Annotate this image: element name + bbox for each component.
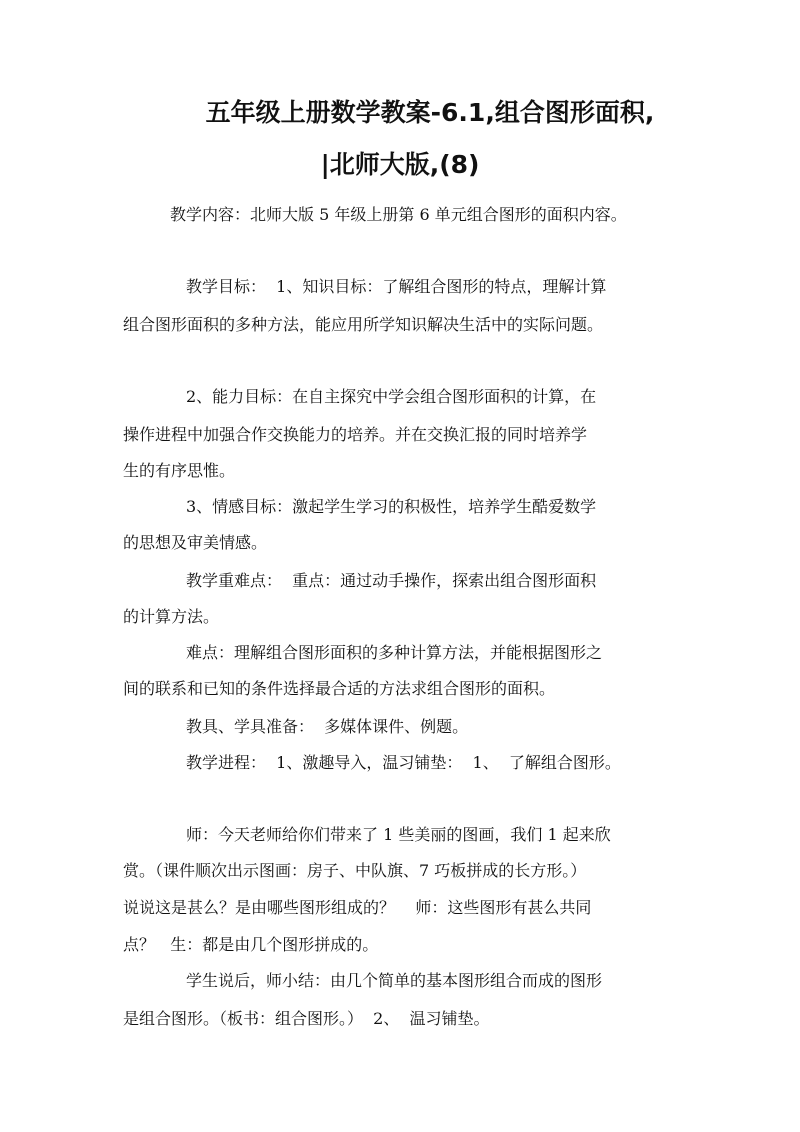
paragraph-teacher-line-1: 师：今天老师给你们带来了 1 些美丽的图画，我们 1 起来欣	[186, 825, 611, 844]
paragraph-objectives-line-2: 组合图形面积的多种方法，能应用所学知识解决生活中的实际问题。	[123, 315, 604, 334]
paragraph-materials: 教具、学具准备： 多媒体课件、例题。	[186, 717, 469, 736]
paragraph-teacher-line-3: 说说这是甚么？是由哪些图形组成的？ 师：这些图形有甚么共同	[123, 898, 592, 917]
paragraph-process: 教学进程： 1、激趣导入，温习铺垫： 1、 了解组合图形。	[186, 753, 621, 772]
paragraph-objectives-line-1: 教学目标： 1、知识目标：了解组合图形的特点，理解计算	[186, 277, 607, 296]
document-title-line-1: 五年级上册数学教案-6.1,组合图形面积,	[205, 98, 655, 127]
paragraph-teaching-content: 教学内容：北师大版 5 年级上册第 6 单元组合图形的面积内容。	[170, 205, 627, 224]
paragraph-ability-line-2: 操作进程中加强合作交换能力的培养。并在交换汇报的同时培养学	[123, 425, 588, 444]
paragraph-key-points-line-2: 的计算方法。	[123, 607, 220, 626]
document-title-line-2: |北师大版,(8)	[320, 150, 480, 179]
paragraph-summary-line-1: 学生说后，师小结：由几个简单的基本图形组合而成的图形	[186, 971, 603, 990]
paragraph-ability-line-1: 2、能力目标：在自主探究中学会组合图形面积的计算，在	[186, 387, 597, 406]
paragraph-emotion-line-1: 3、情感目标：激起学生学习的积极性，培养学生酷爱数学	[186, 497, 597, 516]
paragraph-difficulty-line-1: 难点：理解组合图形面积的多种计算方法，并能根据图形之	[186, 643, 603, 662]
paragraph-difficulty-line-2: 间的联系和已知的条件选择最合适的方法求组合图形的面积。	[123, 679, 556, 698]
paragraph-ability-line-3: 生的有序思惟。	[123, 461, 236, 480]
paragraph-emotion-line-2: 的思想及审美情感。	[123, 533, 268, 552]
paragraph-key-points-line-1: 教学重难点： 重点：通过动手操作，探索出组合图形面积	[186, 571, 597, 590]
paragraph-teacher-line-4: 点？ 生：都是由几个图形拼成的。	[123, 935, 379, 954]
paragraph-summary-line-2: 是组合图形。（板书：组合图形。） 2、 温习铺垫。	[123, 1009, 490, 1028]
paragraph-teacher-line-2: 赏。（课件顺次出示图画：房子、中队旗、7 巧板拼成的长方形。）	[123, 861, 587, 880]
